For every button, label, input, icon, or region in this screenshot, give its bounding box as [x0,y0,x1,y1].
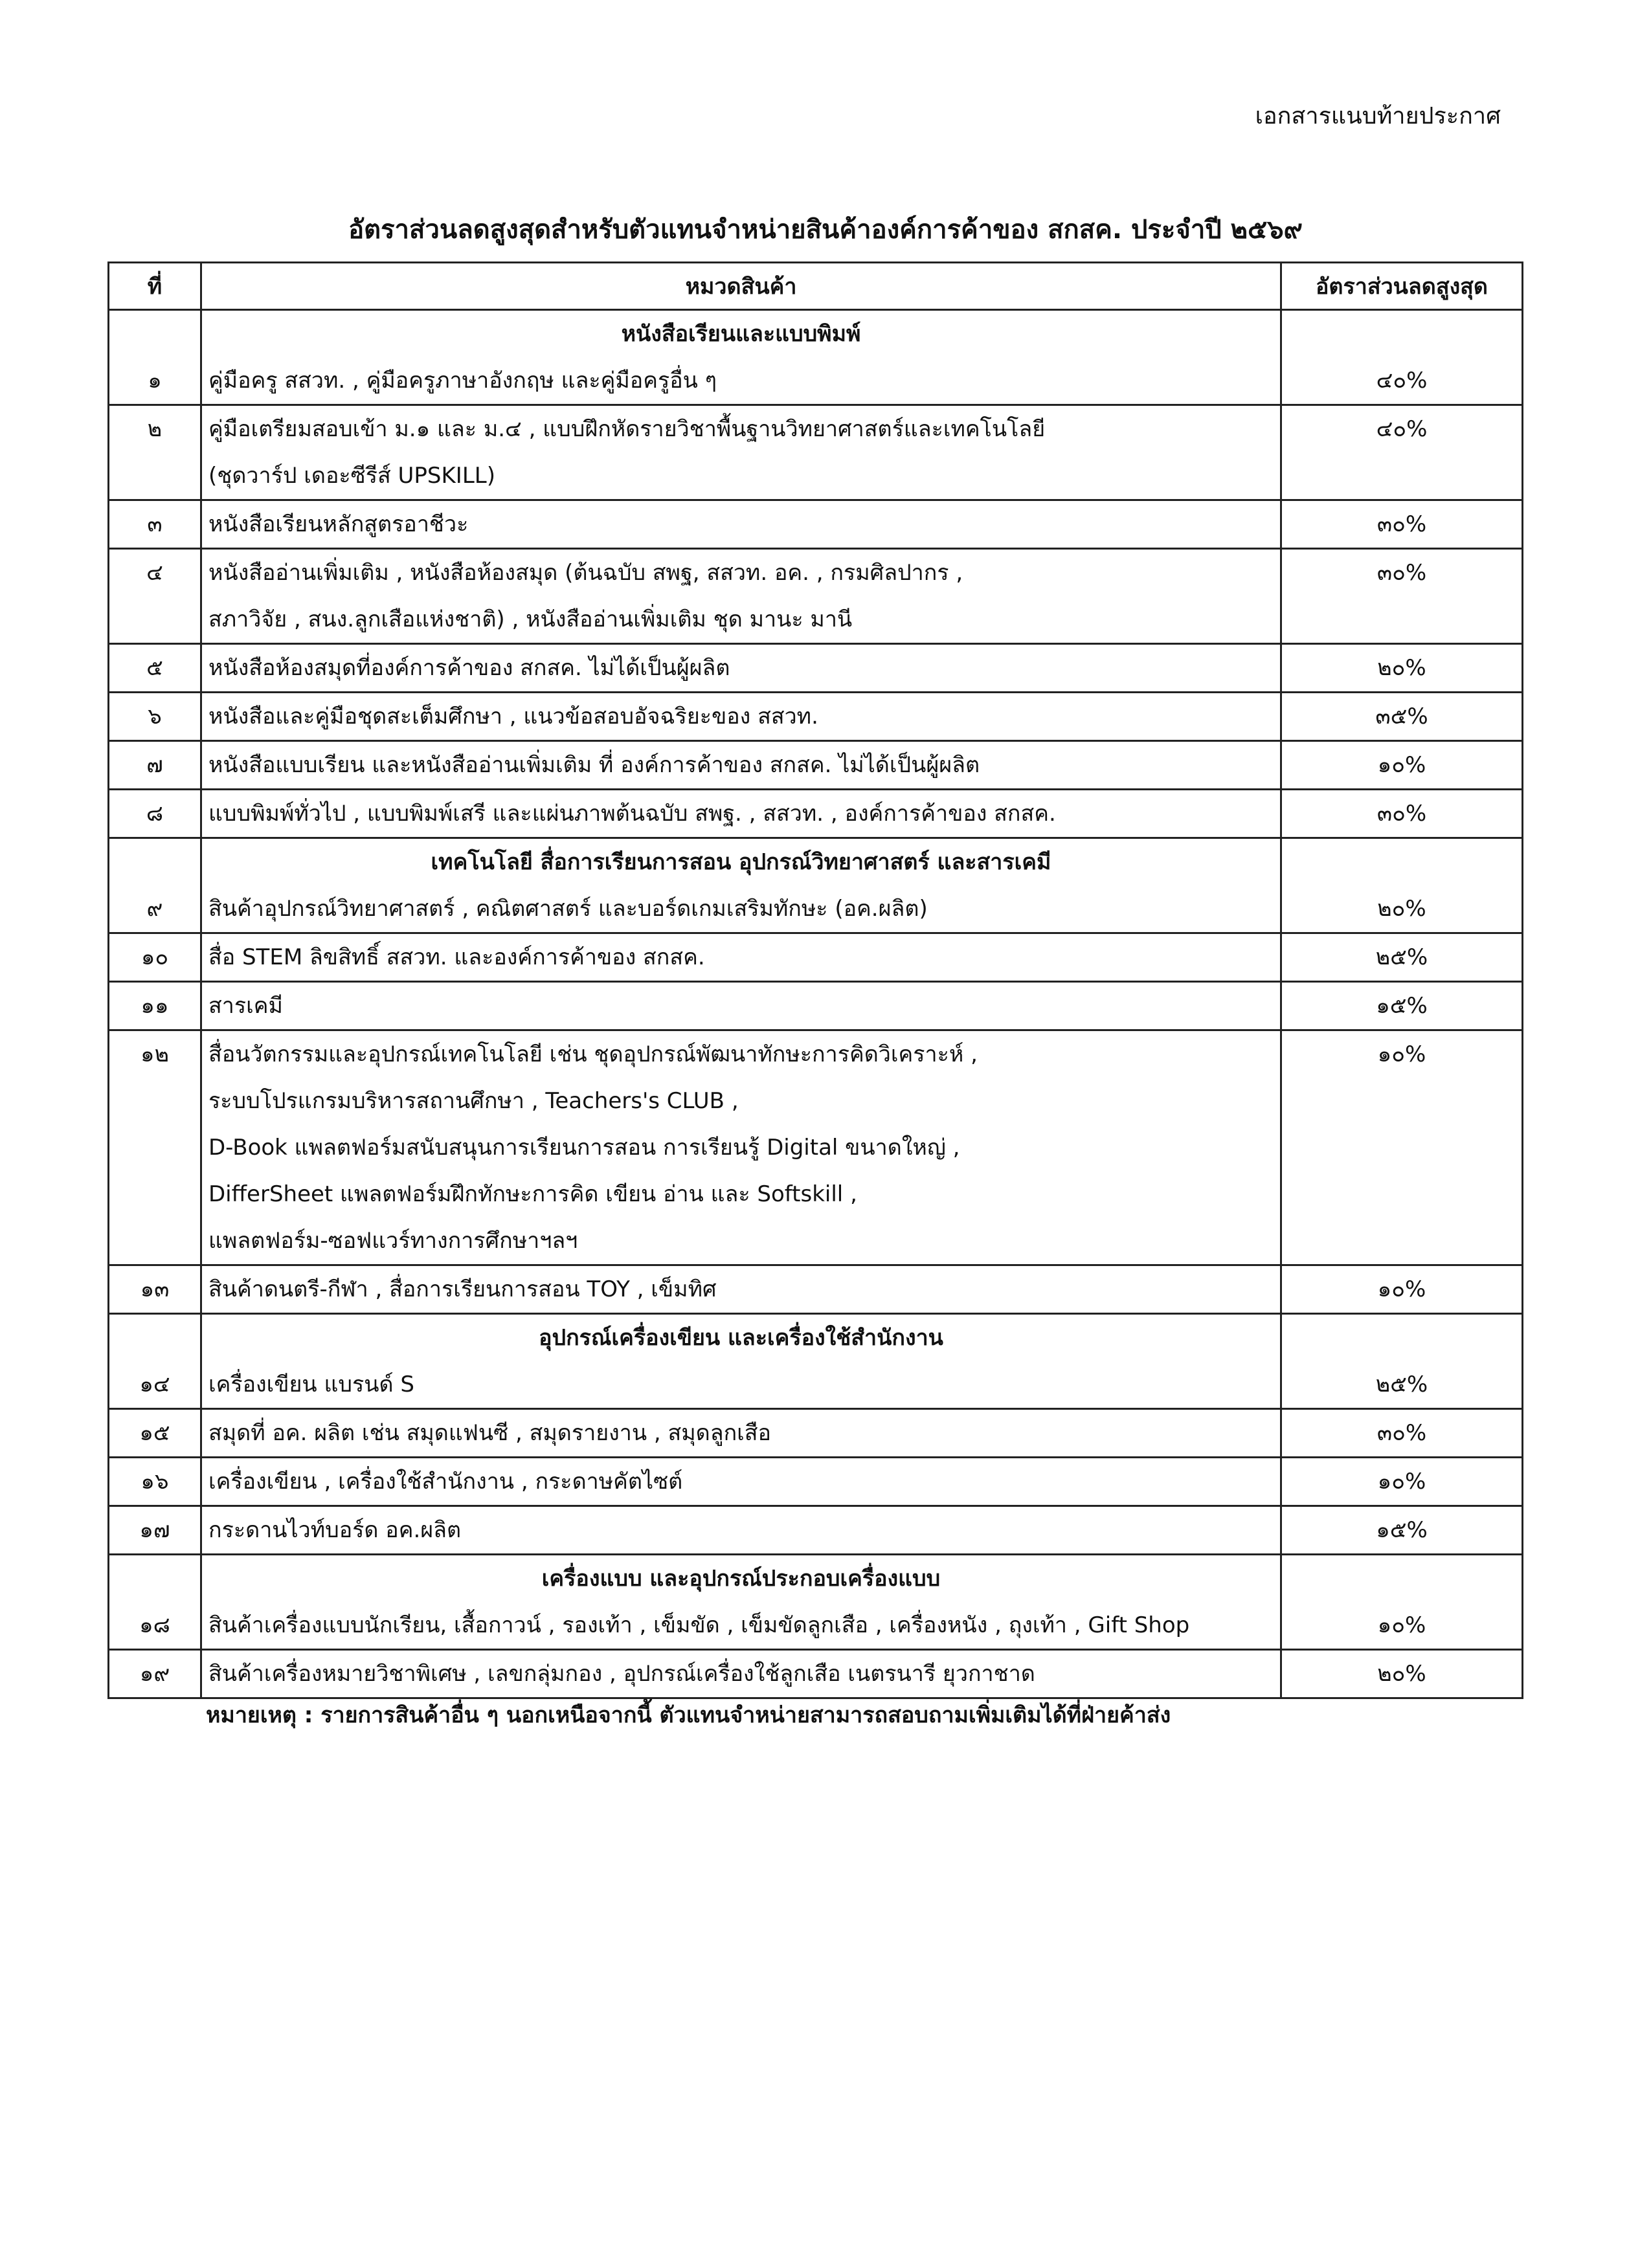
row-number-cell [109,1506,201,1555]
section-heading: เทคโนโลยี สื่อการเรียนการสอน อุปกรณ์วิทยาศาสตร์ และสารเคมี [431,849,1051,875]
footnote: หมายเหตุ : รายการสินค้าอื่น ๆ นอกเหนือจากนี้ ตัวแทนจำหน่ายสามารถสอบถามเพิ่มเติมได้ที่ฝ่ายค้าส่ง [206,1702,1171,1728]
header-note: เอกสารแนบท้ายประกาศ [1255,103,1501,129]
row-number: ๑๐ [140,944,169,970]
row-number: ๑ [148,368,162,394]
discount-table [107,261,1523,1699]
category-text: เครื่องเขียน , เครื่องใช้สำนักงาน , กระดาษคัตไซต์ [208,1469,683,1495]
rate-cell [1281,693,1523,741]
discount-rate: ๑๐% [1377,1612,1426,1638]
category-text: กระดานไวท์บอร์ด อค.ผลิต [208,1517,462,1543]
row-number-cell [109,1030,201,1265]
row-number-cell [109,982,201,1030]
rate-cell [1281,1650,1523,1698]
table-row [109,1030,1523,1265]
category-cell [201,838,1281,933]
category-cell [201,1314,1281,1409]
table-row [109,500,1523,549]
category-cell [201,1506,1281,1555]
discount-rate: ๔๐% [1376,416,1428,442]
row-number: ๘ [146,801,164,827]
category-text: แบบพิมพ์ทั่วไป , แบบพิมพ์เสรี และแผ่นภาพต้นฉบับ สพฐ. , สสวท. , องค์การค้าของ สกสค. [208,801,1056,827]
section-heading: หนังสือเรียนและแบบพิมพ์ [621,321,861,347]
discount-rate: ๒๐% [1377,655,1426,681]
discount-rate: ๑๐% [1377,1276,1426,1302]
table-row [109,1265,1523,1314]
row-number: ๑๖ [140,1469,169,1495]
row-number: ๕ [146,655,163,681]
rate-cell [1281,1506,1523,1555]
category-cell [201,1030,1281,1265]
category-text: หนังสือแบบเรียน และหนังสืออ่านเพิ่มเติม ที่ องค์การค้าของ สกสค. ไม่ได้เป็นผู้ผลิต [208,752,980,778]
row-number-cell [109,310,201,405]
discount-rate: ๑๐% [1377,1469,1426,1495]
table-row [109,1314,1523,1409]
category-cell [201,310,1281,405]
rate-cell [1281,933,1523,982]
row-number-cell [109,644,201,693]
category-cell [201,549,1281,644]
discount-rate: ๒๕% [1375,944,1428,970]
column-header-category: หมวดสินค้า [201,263,1281,310]
table-row [109,838,1523,933]
category-cell [201,1409,1281,1458]
row-number: ๑๔ [139,1372,170,1397]
row-number: ๑๙ [139,1661,170,1687]
row-number: ๑๕ [139,1420,170,1446]
table-row [109,741,1523,790]
category-cell [201,693,1281,741]
category-text: (ชุดวาร์ป เดอะซีรีส์ UPSKILL) [208,463,495,489]
category-text: สินค้าอุปกรณ์วิทยาศาสตร์ , คณิตศาสตร์ และบอร์ดเกมเสริมทักษะ (อค.ผลิต) [208,896,928,922]
category-text: สินค้าดนตรี-กีฬา , สื่อการเรียนการสอน TOY , เข็มทิศ [208,1276,717,1302]
table-row [109,1650,1523,1698]
category-text: สื่อนวัตกรรมและอุปกรณ์เทคโนโลยี เช่น ชุดอุปกรณ์พัฒนาทักษะการคิดวิเคราะห์ , [208,1041,978,1067]
category-cell [201,405,1281,500]
row-number: ๑๒ [140,1041,169,1067]
column-header-rate: อัตราส่วนลดสูงสุด [1281,263,1523,310]
table-row [109,1555,1523,1650]
category-text: สินค้าเครื่องหมายวิชาพิเศษ , เลขกลุ่มกอง , อุปกรณ์เครื่องใช้ลูกเสือ เนตรนารี ยุวกาชาด [208,1661,1035,1687]
row-number: ๙ [146,896,163,922]
row-number-cell [109,838,201,933]
rate-cell [1281,838,1523,933]
category-text: สมุดที่ อค. ผลิต เช่น สมุดแฟนซี , สมุดรายงาน , สมุดลูกเสือ [208,1420,771,1446]
discount-rate: ๓๐% [1376,560,1427,586]
row-number: ๑๓ [140,1276,170,1302]
category-cell [201,933,1281,982]
table-row [109,1409,1523,1458]
row-number: ๓ [147,511,163,537]
rate-cell [1281,1555,1523,1650]
row-number-cell [109,405,201,500]
row-number-cell [109,549,201,644]
row-number: ๑๑ [140,993,169,1019]
table-row [109,405,1523,500]
table-row [109,1458,1523,1506]
rate-cell [1281,500,1523,549]
category-cell [201,790,1281,838]
row-number-cell [109,790,201,838]
category-cell [201,1265,1281,1314]
table-row [109,790,1523,838]
table-row [109,549,1523,644]
category-text: คู่มือครู สสวท. , คู่มือครูภาษาอังกฤษ และคู่มือครูอื่น ๆ [208,368,717,394]
category-text: หนังสือห้องสมุดที่องค์การค้าของ สกสค. ไม่ได้เป็นผู้ผลิต [208,655,730,681]
rate-cell [1281,405,1523,500]
category-text: ระบบโปรแกรมบริหารสถานศึกษา , Teachers's CLUB , [208,1088,739,1114]
category-text: หนังสือเรียนหลักสูตรอาชีวะ [208,511,469,537]
category-cell [201,982,1281,1030]
discount-rate: ๑๕% [1376,993,1428,1019]
row-number-cell [109,1555,201,1650]
row-number-cell [109,1314,201,1409]
table-row [109,1506,1523,1555]
discount-rate: ๓๐% [1376,511,1427,537]
rate-cell [1281,982,1523,1030]
category-cell [201,1555,1281,1650]
category-text: สภาวิจัย , สนง.ลูกเสือแห่งชาติ) , หนังสืออ่านเพิ่มเติม ชุด มานะ มานี [208,606,853,632]
rate-cell [1281,790,1523,838]
category-text: หนังสือและคู่มือชุดสะเต็มศึกษา , แนวข้อสอบอัจฉริยะของ สสวท. [208,704,818,729]
category-cell [201,1458,1281,1506]
row-number: ๑๘ [139,1612,170,1638]
rate-cell [1281,1265,1523,1314]
section-heading: เครื่องแบบ และอุปกรณ์ประกอบเครื่องแบบ [541,1566,941,1592]
table-row [109,933,1523,982]
category-text: หนังสืออ่านเพิ่มเติม , หนังสือห้องสมุด (ต้นฉบับ สพฐ, สสวท. อค. , กรมศิลปากร , [208,560,963,586]
row-number: ๗ [146,752,163,778]
category-text: สินค้าเครื่องแบบนักเรียน, เสื้อกาวน์ , รองเท้า , เข็มขัด , เข็มขัดลูกเสือ , เครื่องหนัง , ถุงเท้า , Gift Shop [208,1612,1190,1638]
category-cell [201,741,1281,790]
discount-rate: ๑๐% [1377,1041,1426,1067]
category-text: สื่อ STEM ลิขสิทธิ์ สสวท. และองค์การค้าของ สกสค. [208,944,705,970]
table-row [109,644,1523,693]
rate-cell [1281,310,1523,405]
table-header-row [109,263,1523,310]
row-number-cell [109,1650,201,1698]
category-text: เครื่องเขียน แบรนด์ S [208,1372,414,1397]
row-number-cell [109,693,201,741]
row-number: ๑๗ [139,1517,170,1543]
row-number-cell [109,933,201,982]
row-number: ๔ [146,560,163,586]
row-number-cell [109,1458,201,1506]
rate-cell [1281,741,1523,790]
table-row [109,982,1523,1030]
row-number-cell [109,1265,201,1314]
category-text: D-Book แพลตฟอร์มสนับสนุนการเรียนการสอน การเรียนรู้ Digital ขนาดใหญ่ , [208,1135,960,1161]
category-cell [201,1650,1281,1698]
section-heading: อุปกรณ์เครื่องเขียน และเครื่องใช้สำนักงาน [539,1325,943,1351]
rate-cell [1281,549,1523,644]
rate-cell [1281,644,1523,693]
discount-rate: ๑๐% [1377,752,1426,778]
category-cell [201,644,1281,693]
rate-cell [1281,1409,1523,1458]
discount-rate: ๓๐% [1376,1420,1427,1446]
row-number-cell [109,500,201,549]
discount-rate: ๒๐% [1377,896,1426,922]
rate-cell [1281,1314,1523,1409]
discount-rate: ๔๐% [1376,368,1428,394]
column-header-no: ที่ [109,263,201,310]
row-number: ๒ [147,416,163,442]
category-text: แพลตฟอร์ม-ซอฟแวร์ทางการศึกษาฯลฯ [208,1228,578,1254]
discount-rate: ๒๕% [1375,1372,1428,1397]
category-text: คู่มือเตรียมสอบเข้า ม.๑ และ ม.๔ , แบบฝึกหัดรายวิชาพื้นฐานวิทยาศาสตร์และเทคโนโลยี [208,416,1046,442]
discount-rate: ๒๐% [1377,1661,1426,1687]
page-title: อัตราส่วนลดสูงสุดสำหรับตัวแทนจำหน่ายสินค้าองค์การค้าของ สกสค. ประจำปี ๒๕๖๙ [348,215,1303,245]
discount-rate: ๓๐% [1376,801,1427,827]
row-number-cell [109,741,201,790]
row-number: ๖ [148,704,162,729]
rate-cell [1281,1458,1523,1506]
row-number-cell [109,1409,201,1458]
category-cell [201,500,1281,549]
table-row [109,310,1523,405]
table-row [109,693,1523,741]
table-body [109,310,1523,1698]
discount-rate: ๑๕% [1376,1517,1428,1543]
category-text: สารเคมี [208,993,283,1019]
rate-cell [1281,1030,1523,1265]
discount-rate: ๓๕% [1375,704,1428,729]
category-text: DifferSheet แพลตฟอร์มฝึกทักษะการคิด เขียน อ่าน และ Softskill , [208,1181,857,1207]
